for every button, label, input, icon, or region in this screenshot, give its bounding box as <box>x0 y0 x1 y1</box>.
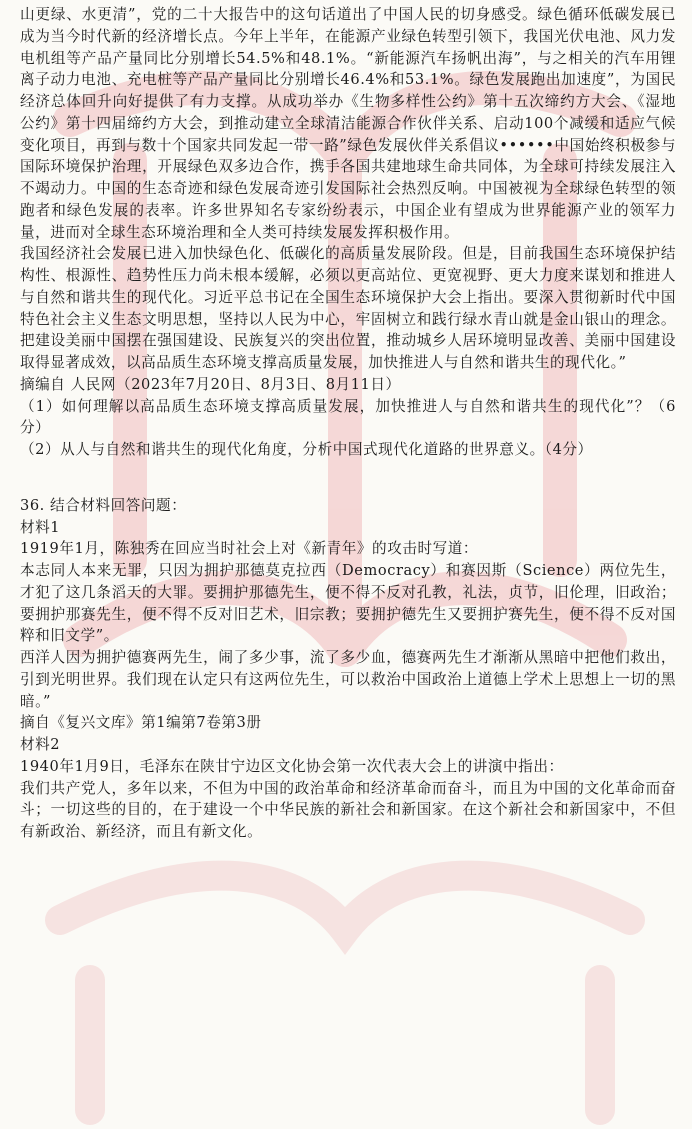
source-citation: 摘编自 人民网（2023年7月20日、8月3日、8月11日） <box>20 375 401 393</box>
material-paragraph: 西洋人因为拥护德赛两先生，闹了多少事，流了多少血，德赛两先生才渐渐从黑暗中把他们救出，引到光明世界。我们现在认定只有这两位先生，可以救治中国政治上道德上学术上思想上一切的黑暗。” <box>20 649 676 710</box>
material-paragraph: 山更绿、水更清”，党的二十大报告中的这句话道出了中国人民的切身感受。绿色循环低碳发展已成为当今时代新的经济增长点。今年上半年，在能源产业绿色转型引领下，我国光伏电池、风力发电机组等产品产量同比分别增长54.5%和48.1%。“新能源汽车扬帆出海”，与之相关的汽车用锂离子动力电池、充电桩等产品产量同比分别增长46.4%和53.1%。绿色发展跑出加速度”，为国民经济总体回升向好提供了有力支撑。从成功举办《生物多样性公约》第十五次缔约方大会、《湿地公约》第十四届缔约方大会，到推动建立全球清洁能源合作伙伴关系、启动100个减缓和适应气候变化项目，再到与数十个国家共同发起一带一路”绿色发展伙伴关系倡议••••••中国始终积极参与国际环境保护治理，开展绿色双多边合作，携手各国共建地球生命共同体，为全球可持续发展注入不竭动力。中国的生态奇迹和绿色发展奇迹引发国际社会热烈反响。中国被视为全球绿色转型的领跑者和绿色发展的表率。许多世界知名专家纷纷表示，中国企业有望成为世界能源产业的领军力量，进而对全球生态环境治理和全人类可持续发展发挥积极作用。 <box>20 6 676 241</box>
material-paragraph: 本志同人本来无罪，只因为拥护那德莫克拉西（Democracy）和赛因斯（Science）两位先生，才犯了这几条滔天的大罪。要拥护那德先生，便不得不反对孔教，礼法，贞节，旧伦理，旧政治；要拥护那赛先生，便不得不反对旧艺术，旧宗教；要拥护德先生又要拥护赛先生，便不得不反对国粹和旧文学”。 <box>20 562 676 645</box>
section-gap <box>20 461 676 495</box>
material-paragraph: 我国经济社会发展已进入加快绿色化、低碳化的高质量发展阶段。但是，目前我国生态环境保护结构性、根源性、趋势性压力尚未根本缓解，必须以更高站位、更宽视野、更大力度来谋划和推进人与自然和谐共生的现代化。习近平总书记在全国生态环境保护大会上指出。要深入贯彻新时代中国特色社会主义生态文明思想，坚持以人民为中心，牢固树立和践行绿水青山就是金山银山的理念。把建设美丽中国摆在强国建设、民族复兴的突出位置，推动城乡人居环境明显改善、美丽中国建设取得显著成效，以高品质生态环境支撑高质量发展，加快推进人与自然和谐共生的现代化。” <box>20 245 676 371</box>
question-item: （1）如何理解以高品质生态环境支撑高质量发展，加快推进人与自然和谐共生的现代化”？（6分） <box>20 397 676 437</box>
material-intro: 1919年1月，陈独秀在回应当时社会上对《新青年》的攻击时写道： <box>20 540 479 558</box>
question-heading: 36. 结合材料回答问题： <box>20 496 187 514</box>
document-page <box>20 4 676 843</box>
material-label: 材料2 <box>20 736 61 753</box>
question-item: （2）从人与自然和谐共生的现代化角度，分析中国式现代化道路的世界意义。（4分） <box>20 441 593 458</box>
material-intro: 1940年1月9日，毛泽东在陕甘宁边区文化协会第一次代表大会上的讲演中指出： <box>20 757 564 775</box>
source-citation: 摘自《复兴文库》第1编第7卷第3册 <box>20 714 262 732</box>
material-label: 材料1 <box>20 518 61 536</box>
material-paragraph: 我们共产党人，多年以来，不但为中国的政治革命和经济革命而奋斗，而且为中国的文化革命而奋斗；一切这些的目的，在于建设一个中华民族的新社会和新国家。在这个新社会和新国家中，不但有新政治、新经济，而且有新文化。 <box>20 779 676 840</box>
